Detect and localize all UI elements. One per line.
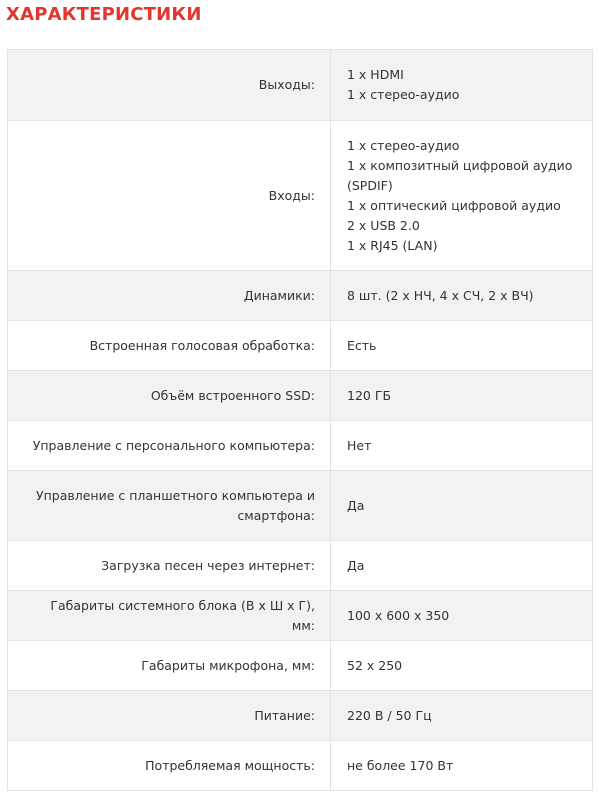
spec-label: Загрузка песен через интернет: (8, 541, 331, 591)
spec-row-unit-dimensions (8, 591, 593, 641)
spec-label: Входы: (8, 121, 331, 271)
spec-value (331, 321, 593, 371)
spec-label: Управление с персонального компьютера: (8, 421, 331, 471)
spec-value-line: 220 В / 50 Гц (347, 707, 432, 723)
spec-value-line: 1 x HDMI (347, 67, 404, 82)
spec-value (331, 641, 593, 691)
spec-label: Встроенная голосовая обработка: (8, 321, 331, 371)
spec-value-line: Да (347, 557, 365, 573)
spec-label: Габариты микрофона, мм: (8, 641, 331, 691)
spec-value-line: 1 x RJ45 (LAN) (347, 237, 438, 253)
spec-value-line: Нет (347, 437, 372, 453)
spec-value-line: 1 x стерео-аудио (347, 87, 460, 102)
spec-value (331, 541, 593, 591)
spec-label: Динамики: (8, 271, 331, 321)
spec-value-line: 120 ГБ (347, 387, 392, 403)
spec-row-ssd (8, 371, 593, 421)
spec-value-line: 1 x композитный цифровой аудио (347, 157, 573, 173)
spec-value-line: Есть (347, 337, 377, 353)
spec-value-line: 2 x USB 2.0 (347, 217, 420, 233)
spec-value-line: 8 шт. (2 х НЧ, 4 х СЧ, 2 х ВЧ) (347, 287, 534, 303)
spec-value (331, 691, 593, 741)
spec-row-voice-processing (8, 321, 593, 371)
spec-value (331, 371, 593, 421)
spec-label: Выходы: (8, 50, 331, 121)
spec-value (331, 591, 593, 641)
spec-value-line: (SPDIF) (347, 177, 393, 193)
spec-value (331, 471, 593, 541)
spec-value-line: не более 170 Вт (347, 757, 454, 773)
spec-row-outputs (8, 50, 593, 121)
spec-label (8, 471, 331, 541)
spec-row-inputs (8, 121, 593, 271)
spec-label-text: Управление с планшетного компьютера и смартфона: (35, 487, 315, 523)
spec-value-line: 1 x стерео-аудио (347, 137, 460, 153)
spec-row-power-consumption (8, 741, 593, 791)
spec-row-song-download (8, 541, 593, 591)
spec-value (331, 271, 593, 321)
spec-label: Потребляемая мощность: (8, 741, 331, 791)
spec-value-line: 52 x 250 (347, 657, 403, 673)
spec-value-line: 1 x оптический цифровой аудио (347, 197, 561, 213)
section-title: ХАРАКТЕРИСТИКИ (6, 4, 202, 25)
spec-value-line: Да (347, 497, 365, 513)
spec-row-speakers (8, 271, 593, 321)
spec-row-mic-dimensions (8, 641, 593, 691)
spec-label: Объём встроенного SSD: (8, 371, 331, 421)
spec-row-tablet-control (8, 471, 593, 541)
spec-value (331, 741, 593, 791)
spec-value (331, 121, 593, 271)
spec-row-pc-control (8, 421, 593, 471)
spec-value-line: 100 x 600 x 350 (347, 607, 450, 623)
spec-label: Питание: (8, 691, 331, 741)
specs-table (7, 49, 593, 791)
spec-row-power-supply (8, 691, 593, 741)
spec-label: Габариты системного блока (В х Ш х Г), мм: (8, 591, 331, 641)
spec-value (331, 421, 593, 471)
spec-value (331, 50, 593, 121)
